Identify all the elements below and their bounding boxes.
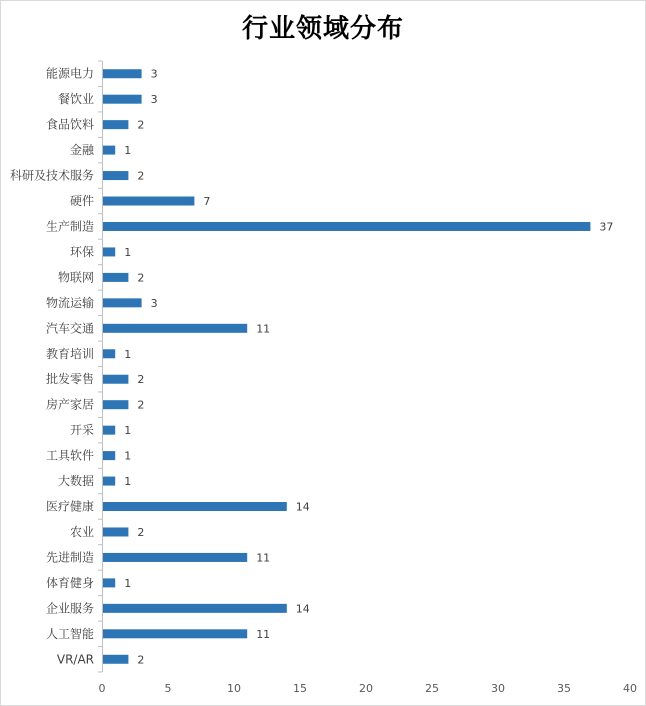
bar [103,69,142,78]
data-label: 2 [137,525,145,539]
bar [103,197,194,206]
x-tick-label: 10 [227,682,241,695]
bar [103,120,128,129]
data-label: 1 [124,347,132,361]
category-label: 体育健身 [45,575,94,590]
category-label: 医疗健康 [45,499,94,514]
bar [103,375,128,384]
category-label: 房产家居 [45,397,94,412]
data-label: 7 [203,195,211,209]
bar [103,604,287,613]
chart-title: 行业领域分布 [241,14,404,44]
x-tick-label: 20 [359,682,373,695]
x-tick-label: 0 [98,682,106,695]
bar [103,222,590,231]
category-label: 工具软件 [45,448,94,463]
data-label: 2 [137,169,145,183]
category-label: 餐饮业 [57,92,94,107]
x-tick-label: 15 [293,682,307,695]
category-label: 人工智能 [45,626,94,641]
bar [103,400,128,409]
category-label: 开采 [69,423,94,438]
category-label: 先进制造 [45,550,94,565]
data-label: 11 [256,551,271,565]
bar [103,629,247,638]
bar [103,553,247,562]
category-label: 汽车交通 [45,321,94,336]
category-label: 企业服务 [45,601,94,616]
data-label: 2 [137,271,145,285]
category-label: 硬件 [69,194,94,209]
data-label: 2 [137,653,145,667]
bar [103,298,142,307]
x-tick-label: 5 [164,682,172,695]
bar [103,527,128,536]
data-label: 1 [124,576,132,590]
category-label: 生产制造 [45,219,94,234]
data-label: 3 [150,93,158,107]
bar [103,273,128,282]
bar [103,324,247,333]
category-label: 物流运输 [45,295,94,310]
data-label: 2 [137,373,145,387]
data-label: 1 [124,144,132,158]
data-label: 1 [124,475,132,489]
data-label: 2 [137,398,145,412]
data-label: 37 [599,220,614,234]
category-label: VR/AR [56,652,94,667]
bar [103,247,115,256]
category-label: 物联网 [57,270,94,285]
category-label: 农业 [69,524,94,539]
bar [103,349,115,358]
data-label: 14 [295,500,310,514]
bar [103,578,115,587]
x-tick-label: 30 [491,682,505,695]
data-label: 14 [295,602,310,616]
x-tick-label: 35 [557,682,571,695]
data-label: 3 [150,67,158,81]
data-label: 2 [137,118,145,132]
category-label: 金融 [69,143,94,158]
data-label: 1 [124,424,132,438]
x-tick-label: 40 [623,682,637,695]
bar [103,171,128,180]
category-label: 食品饮料 [45,117,94,132]
category-label: 批发零售 [45,372,94,387]
category-label: 大数据 [57,474,94,489]
category-label: 科研及技术服务 [9,168,94,183]
x-tick-label: 25 [425,682,439,695]
category-label: 能源电力 [45,66,94,81]
bar [103,477,115,486]
bar [103,426,115,435]
bar [103,451,115,460]
data-label: 1 [124,449,132,463]
bar [103,502,287,511]
bar [103,146,115,155]
category-label: 教育培训 [45,346,94,361]
data-label: 1 [124,245,132,259]
category-label: 环保 [69,244,94,259]
bar [103,95,142,104]
data-label: 3 [150,296,158,310]
data-label: 11 [256,627,271,641]
data-label: 11 [256,322,271,336]
bar [103,655,128,664]
